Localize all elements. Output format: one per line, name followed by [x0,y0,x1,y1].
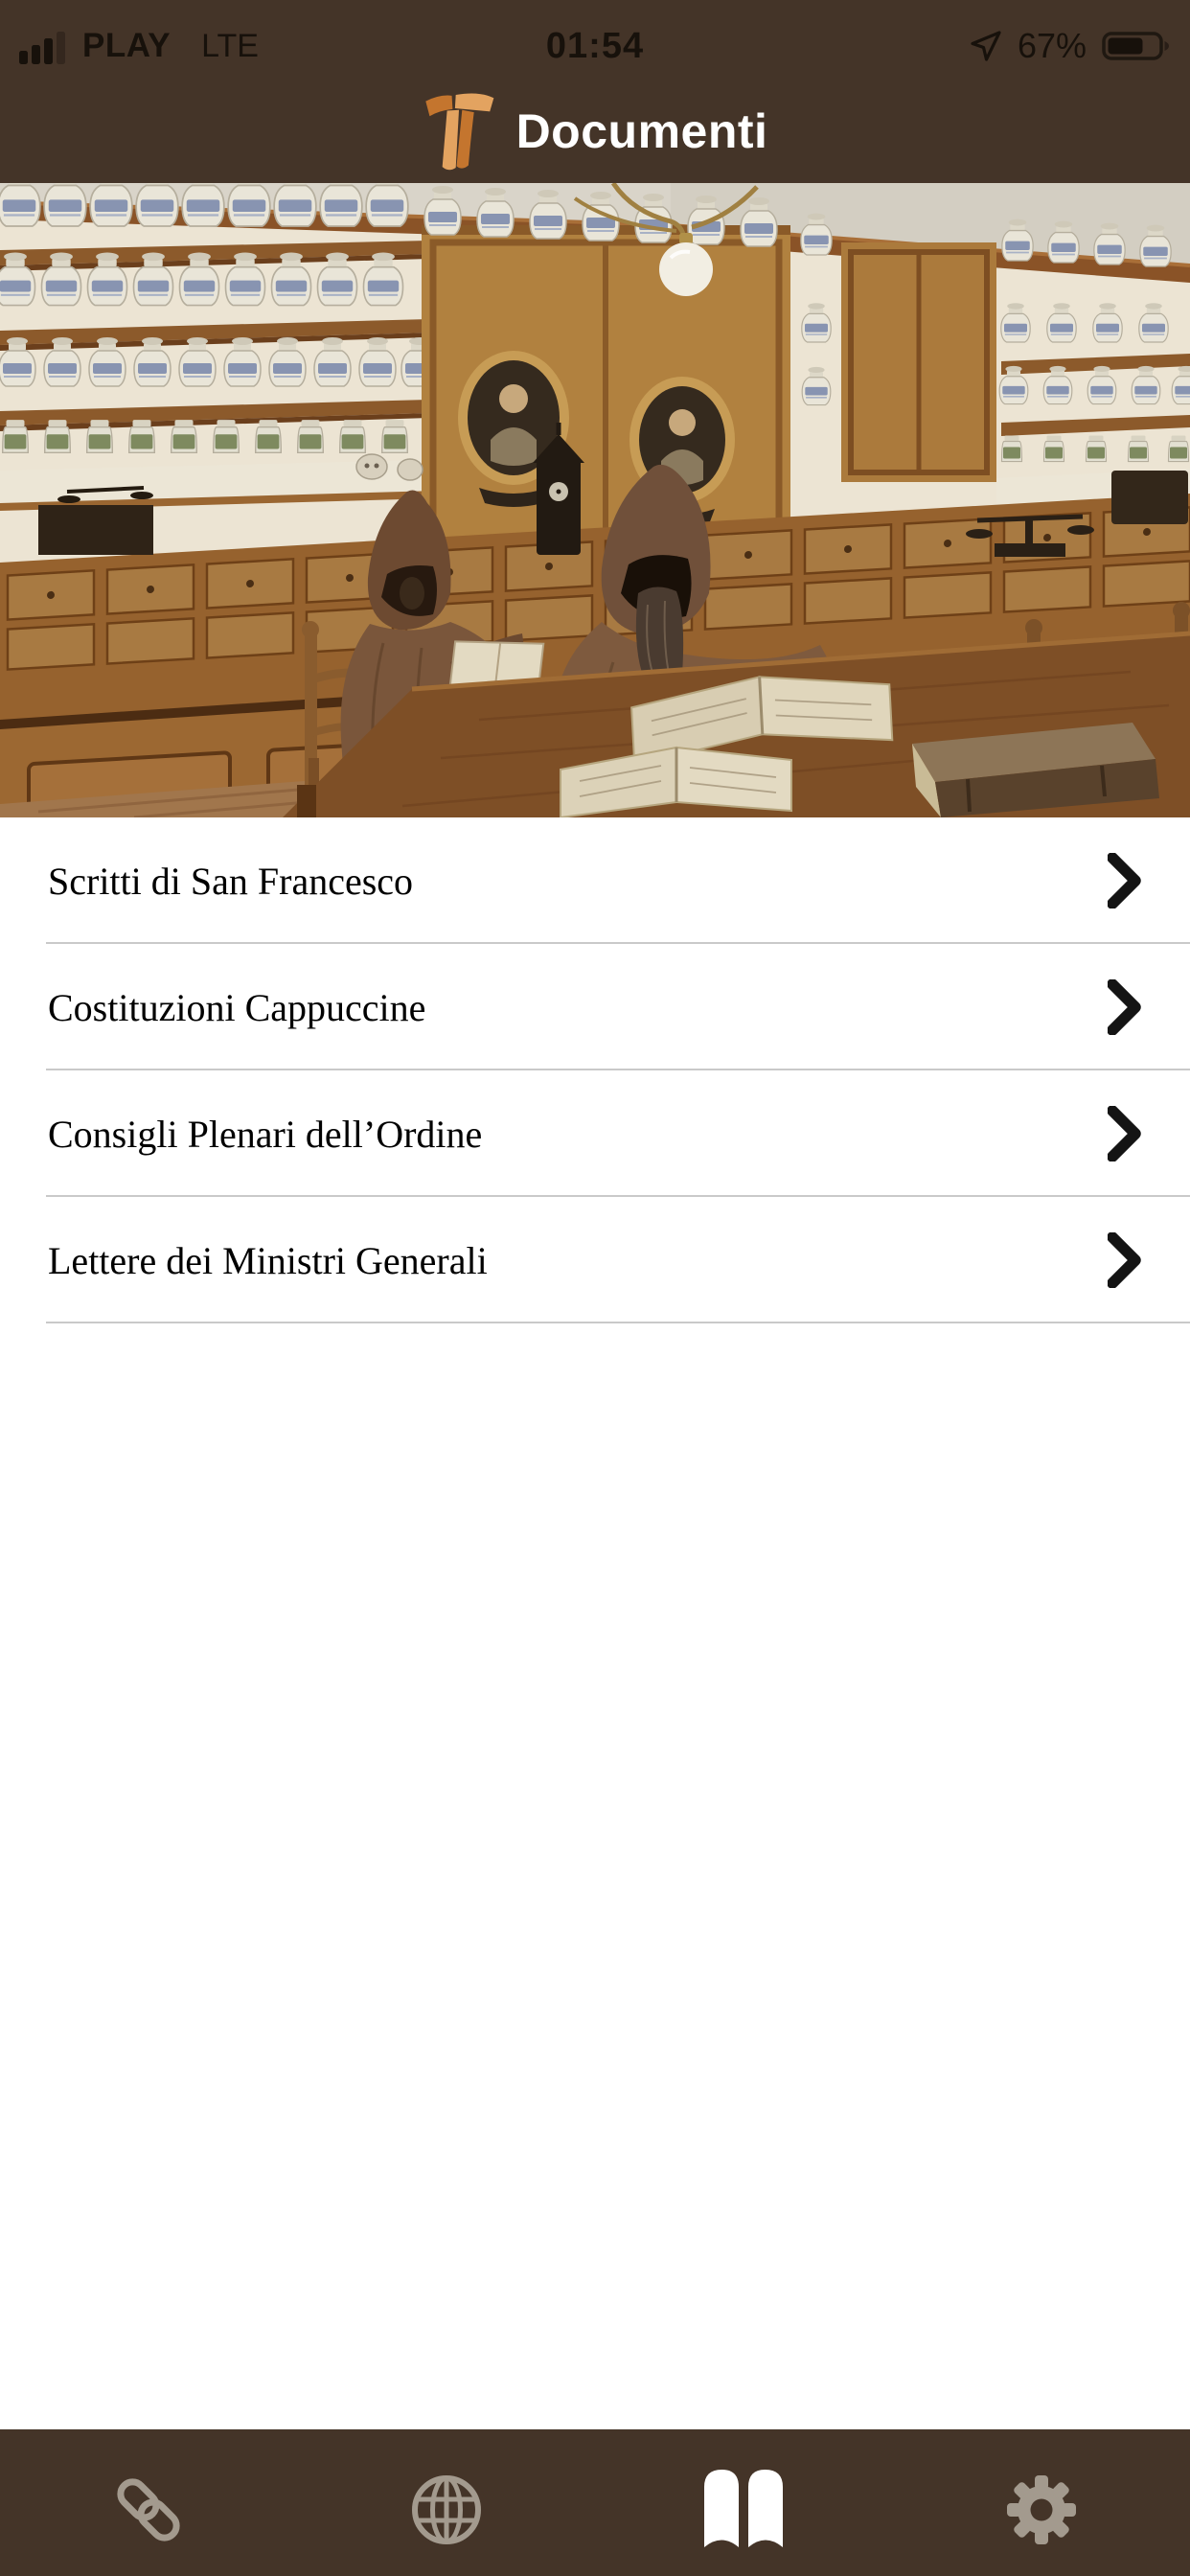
list-item-label: Consigli Plenari dell’Ordine [48,1112,483,1156]
status-right-cluster [970,26,1171,66]
globe-icon [406,2470,487,2550]
chevron-right-icon [1108,979,1142,1035]
network-label: LTE [201,27,259,64]
document-list [0,817,1190,1323]
list-item-label: Scritti di San Francesco [48,859,414,903]
tab-links[interactable] [0,2470,298,2550]
carrier-label: PLAY [82,27,172,64]
list-item-consigli[interactable] [0,1070,1190,1197]
status-time: 01:54 [545,25,645,66]
nav-bar [0,92,1190,183]
list-item-label: Lettere dei Ministri Generali [48,1238,488,1282]
battery-percent-label: 67% [1017,26,1087,65]
tab-settings[interactable] [893,2470,1190,2550]
tau-cross-icon [423,90,495,172]
tab-bar [0,2429,1190,2576]
content-background [0,1323,1190,2429]
link-icon [108,2470,189,2550]
status-bar [0,0,1190,92]
list-item-costituzioni[interactable] [0,944,1190,1070]
open-book-icon [702,2470,785,2548]
hero-photo [0,183,1190,817]
chevron-right-icon [1108,1232,1142,1288]
chevron-right-icon [1108,1106,1142,1162]
gear-icon [1001,2470,1082,2550]
battery-icon [1102,30,1171,62]
list-item-label: Costituzioni Cappuccine [48,985,426,1029]
monks-reading-photo [0,183,1190,817]
list-item-scritti[interactable] [0,817,1190,944]
header [0,0,1190,183]
chevron-right-icon [1108,853,1142,908]
list-item-lettere[interactable] [0,1197,1190,1323]
tab-documents[interactable] [595,2470,893,2548]
location-arrow-icon [970,30,1002,62]
tab-web[interactable] [298,2470,596,2550]
page-title: Documenti [515,104,768,158]
